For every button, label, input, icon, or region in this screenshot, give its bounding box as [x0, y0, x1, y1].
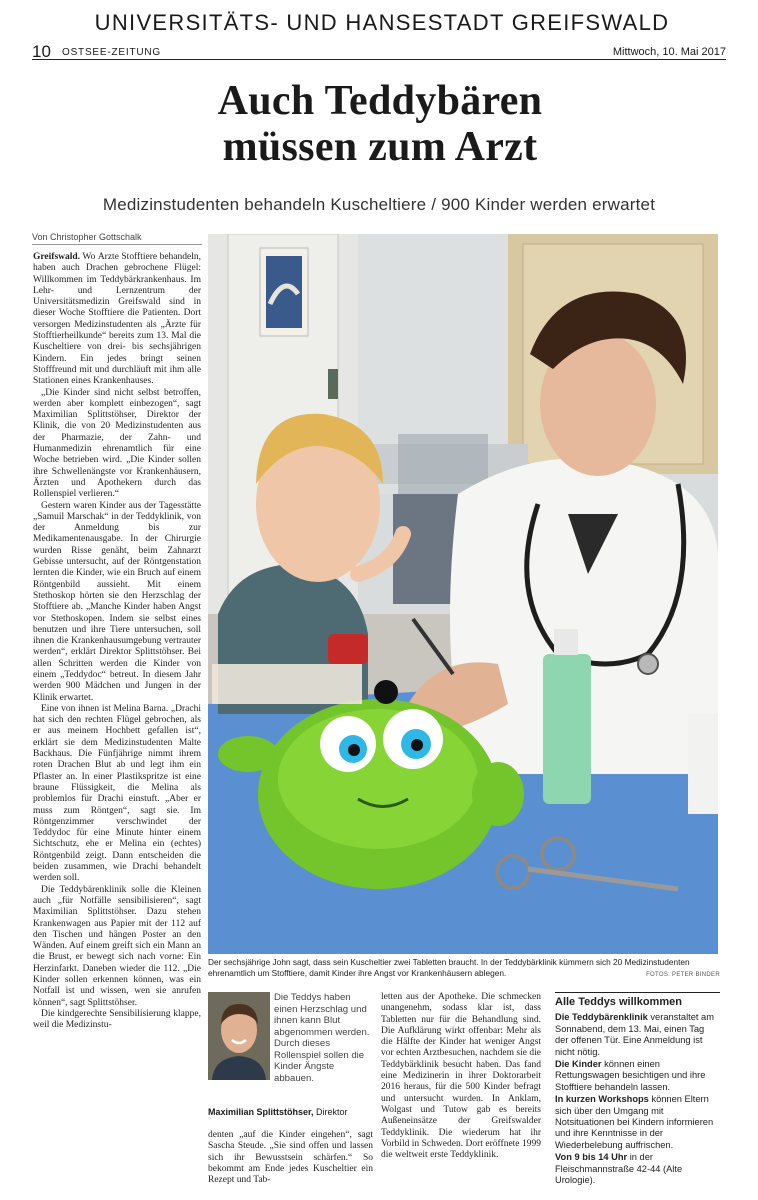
info-item-lead: Die Kinder [555, 1059, 602, 1070]
portrait-illustration [208, 992, 270, 1080]
headline-line-2: müssen zum Arzt [222, 124, 538, 170]
caption-text: Der sechsjährige John sagt, dass sein Kuscheltier zwei Tabletten braucht. In der Teddybärklinik kümmern sich 20 Medizinstudenten ehrenamtlich um Stofftiere, damit Kinder ihre Angst vor Krankenhäusern ablegen. [208, 957, 690, 978]
portrait-quote: Die Teddys haben einen Herzschlag und ihnen kann Blut abgenommen werden. Durch dieses Rollenspiel sollen die Kinder Ängste abbauen. [274, 992, 370, 1084]
photo-credit: FOTOS: PETER BINDER [646, 972, 720, 978]
masthead-city: UNIVERSITÄTS- UND HANSESTADT GREIFSWALD [94, 10, 670, 35]
info-item [555, 1094, 720, 1151]
dateline: Greifswald. [33, 252, 81, 262]
info-item [555, 1059, 720, 1093]
info-item-text: veranstaltet am Sonnabend, dem 13. Mai, einen Tag der offenen Tür. Eine Anmeldung ist nicht nötig. [555, 1012, 714, 1057]
newspaper-name: OSTSEE-ZEITUNG [62, 47, 161, 58]
issue-date: Mittwoch, 10. Mai 2017 [612, 46, 726, 58]
article-paragraph: denten „auf die Kinder eingehen“, sagt Sascha Steude. „Sie sind offen und lassen sich ihr Bewusstsein schärfen.“ So bekommt am Ende jedes Kuscheltier ein Rezept und Tab- [208, 1130, 373, 1186]
article-paragraph: Eine von ihnen ist Melina Barna. „Drachi hat sich den rechten Flügel gebrochen, als er aus meinem Hochbett gefallen ist“, erklärt sie dem Medizinstudenten Malte Backhaus. Die Fünfjährige nimmt ihrem roten Drachen Blut ab und legt ihm ein Pflaster an. In einer Plastikspritze ist eine braune Flüssigkeit, die Melina als problemlos für Drachi einstuft. „Aber er muss zum Röntgen“, sagt sie. Im Röntgenzimmer verschwindet der Teddydoc für eine Minute hinter einem Sichtschutz, ehe er Melina ein (echtes) Röntgenbild zeigt. Dann entscheiden die beiden zusammen, wie Drachi behandelt werden soll. [33, 703, 201, 884]
main-photo [208, 234, 718, 954]
portrait-role: Direktor [313, 1107, 348, 1117]
article-paragraph: „Die Kinder sind nicht selbst betroffen, werden aber komplett einbezogen“, sagt Maximilian Splittstöhser, Direktor der Klinik, die von 20 Medizinstudenten aus der Pharmazie, der Zahn- und Humanmedizin ehrenamtlich für eine Woche betrieben wird. „Die Kinder sollen ihre Schwellenängste vor Krankenhäusern, Ärzten und Apothekern durch das Rollenspiel verlieren.“ [33, 387, 201, 500]
article-column-1 [33, 252, 201, 1194]
article-paragraph: Die kindgerechte Sensibilisierung klappe, weil die Medizinstu- [33, 1008, 201, 1031]
article-paragraph: Gestern waren Kinder aus der Tagesstätte „Samuil Marschak“ in der Teddyklinik, von der Anmeldung bis zur Medikamentenausgabe. In der Chirurgie wurden Risse genäht, beim Zahnarzt Gebisse untersucht, auf der Röntgenstation lernten die Kinder, wie ein Bruch auf einem Röntgenbild aussieht. Mit einem Stethoskop hörten sie den Herzschlag der Stofftiere ab. „Manche Kinder haben Angst vor Stethoskopen. Indem sie selbst eines benutzen und ihre Tiere untersuchen, soll ihnen die Krankenhausumgebung vertrauter werden“, erklärt Direktor Splittstöhser. Bei allen Schritten werden die Kinder von einem „Teddydoc“ betreut. In diesem Jahr werden 900 Mädchen und Jungen in der Klinik erwartet. [33, 500, 201, 703]
info-item-text: in der Fleischmannstraße 42-44 (Alte Urologie). [555, 1152, 683, 1186]
info-box-title: Alle Teddys willkommen [555, 992, 720, 1008]
info-item [555, 1012, 720, 1058]
headline-line-1: Auch Teddybären [217, 78, 543, 124]
info-item-text: können einen Rettungswagen besichtigen und ihre Stofftiere behandeln lassen. [555, 1059, 706, 1092]
page-number: 10 [32, 42, 51, 61]
article-paragraph: letten aus der Apotheke. Die schmecken unangenehm, sodass klar ist, dass Tabletten nur für die Behandlung sind. Die Aufklärung wirkt offenbar: Mehr als die Hälfte der Kinder hat weniger Angst vor echten Arztbesuchen, nachdem sie die Teddybärklinik besucht haben. Das fand eine Medizinerin in ihrer Doktorarbeit 2016 heraus, für die 500 Kinder befragt und untersucht wurden. In Anklam, Wolgast und Tutow gab es bereits Außeneinsätze der Greifswalder Teddyklinik. Die wiederum hat ihr Vorbild in Schweden. Dort eröffnete 1999 die weltweit erste Teddyklinik. [381, 992, 541, 1161]
info-item-lead: In kurzen Workshops [555, 1094, 649, 1105]
article-column-2 [208, 1130, 373, 1194]
teddy-clinic-photo-illustration [208, 234, 718, 954]
info-item-lead: Die Teddybärenklinik [555, 1012, 648, 1023]
photo-caption [208, 957, 720, 981]
byline: Von Christopher Gottschalk [32, 232, 202, 245]
info-item [555, 1152, 720, 1186]
masthead [32, 10, 726, 60]
info-item-text: können Eltern sich über den Umgang mit Notsituationen bei Kindern informieren und ihre Kenntnisse in der Wiederbelebung auffrischen. [555, 1094, 714, 1150]
info-item-lead: Von 9 bis 14 Uhr [555, 1152, 628, 1163]
portrait-person: Maximilian Splittstöhser, [208, 1107, 314, 1117]
portrait-photo [208, 992, 270, 1080]
headline [40, 78, 720, 170]
article-paragraph: Die Teddybärenklinik solle die Kleinen auch „für Notfälle sensibilisieren“, sagt Maximilian Splittstöhser. Dazu stehen Krankenwagen aus Papier mit der 112 auf den Tischen und hängen Poster an den Wänden. Auf einem greift sich ein Mann an die Brust, er bewegt sich nach vorne: Ein Herzinfarkt. Daneben wieder die 112. „Die Kinder sollen erkennen können, was ein Notfall ist und wissen, wen sie anrufen können“, sagt Splittstöhser. [33, 884, 201, 1008]
subheadline: Medizinstudenten behandeln Kuscheltiere / 900 Kinder werden erwartet [102, 195, 656, 214]
info-box [555, 992, 720, 1194]
lead-text: Wo Ärzte Stofftiere behandeln, haben auch Drachen gebrochene Flügel: Willkommen im Teddybärkrankenhaus. Im Lehr- und Lernzentrum der Universitätsmedizin Greifswald sind in dieser Woche Stofftiere die Patienten. Dort versorgen Medizinstudenten als „Ärzte für Stofftierheilkunde“ bereits zum 13. Mal die Kuscheltiere von drei- bis sechsjährigen Kindern. Ein jedes bringt seinen Stofffreund mit und durchläuft mit ihm alle Stationen eines Krankenhauses. [33, 252, 201, 387]
portrait-name [208, 1107, 376, 1117]
lead-paragraph [33, 252, 201, 388]
article-column-3 [381, 992, 541, 1194]
